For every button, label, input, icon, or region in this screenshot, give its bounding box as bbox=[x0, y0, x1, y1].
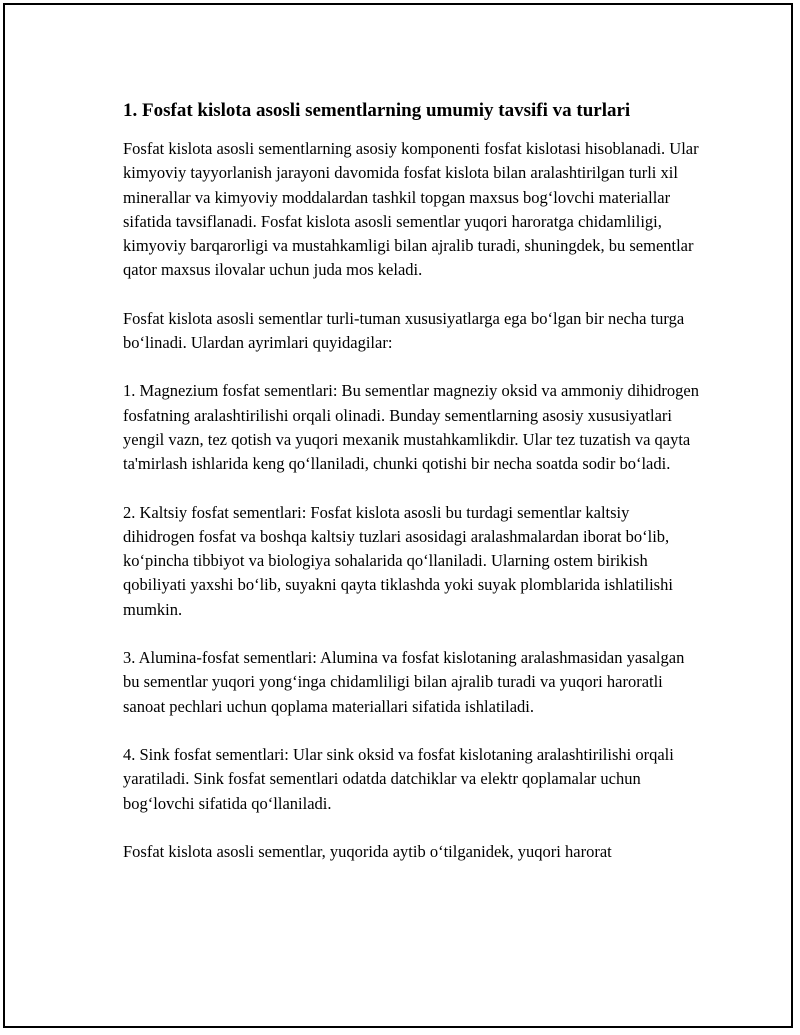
paragraph-calcium-phosphate: 2. Kaltsiy fosfat sementlari: Fosfat kislota asosli bu turdagi sementlar kaltsiy dihidrogen fosfat va boshqa kaltsiy tuzlari asosidagi aralashmalardan iborat boʻlib, koʻpincha tibbiyot va biologiya sohalarida qoʻllaniladi. Ularning ostem birikish qobiliyati yaxshi boʻlib, suyakni qayta tiklashda yoki suyak plomblarida ishlatilishi mumkin. bbox=[123, 502, 673, 619]
paragraph-conclusion: Fosfat kislota asosli sementlar, yuqorida aytib oʻtilganidek, yuqori harorat bbox=[123, 841, 612, 861]
paragraph-zinc-phosphate: 4. Sink fosfat sementlari: Ular sink oksid va fosfat kislotaning aralashtirilishi orqali yaratiladi. Sink fosfat sementlari odatda datchiklar va elektr qoplamalar uchun bogʻlovchi sifatida qoʻllaniladi. bbox=[123, 744, 674, 813]
paragraph-magnesium-phosphate: 1. Magnezium fosfat sementlari: Bu sementlar magneziy oksid va ammoniy dihidrogen fosfatning aralashtirilishi orqali olinadi. Bunday sementlarning asosiy xususiyatlari yengil vazn, tez qotish va yuqori mexanik mustahkamlikdir. Ular tez tuzatish va qayta ta'mirlash ishlarida keng qoʻllaniladi, chunki qotishi bir necha soatda sodir boʻladi. bbox=[123, 381, 699, 474]
paragraph-intro: Fosfat kislota asosli sementlarning asosiy komponenti fosfat kislotasi hisoblanadi. Ular kimyoviy tayyorlanish jarayoni davomida fosfat kislota bilan aralashtirilgan turli xil minerallar va kimyoviy moddalardan tashkil topgan maxsus bogʻlovchi materiallar sifatida tavsiflanadi. Fosfat kislota asosli sementlar yuqori haroratga chidamliligi, kimyoviy barqarorligi va mustahkamligi bilan ajralib turadi, shuningdek, bu sementlar qator maxsus ilovalar uchun juda mos keladi. bbox=[123, 139, 699, 280]
document-body bbox=[123, 97, 703, 888]
page-frame bbox=[3, 3, 793, 1028]
paragraph-types-intro: Fosfat kislota asosli sementlar turli-tuman xususiyatlarga ega boʻlgan bir necha turga boʻlinadi. Ulardan ayrimlari quyidagilar: bbox=[123, 308, 685, 353]
section-heading: 1. Fosfat kislota asosli sementlarning umumiy tavsifi va turlari bbox=[123, 100, 631, 121]
paragraph-alumina-phosphate: 3. Alumina-fosfat sementlari: Alumina va fosfat kislotaning aralashmasidan yasalgan bu sementlar yuqori yongʻinga chidamliligi bilan ajralib turadi va yuqori haroratli sanoat pechlari uchun qoplama materiallari sifatida ishlatiladi. bbox=[123, 648, 685, 716]
